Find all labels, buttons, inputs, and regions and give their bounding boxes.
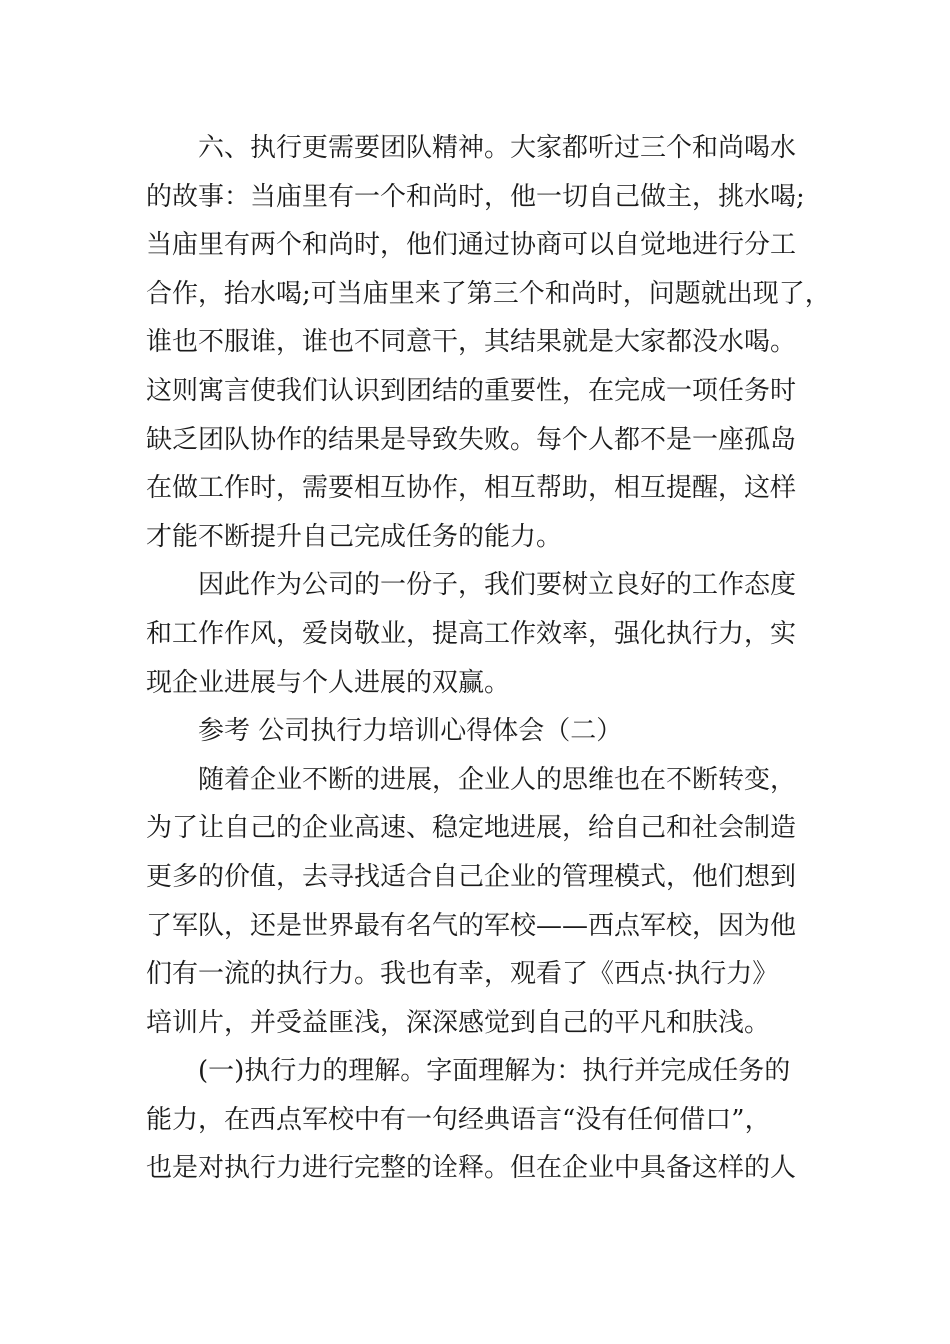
body-text	[146, 124, 831, 1193]
conclusion-line: 现企业进展与个人进展的双赢。	[146, 667, 511, 698]
paragraph-6-line: 合作，抬水喝;可当庙里来了第三个和尚时，问题就出现了，	[146, 278, 831, 309]
paragraph-6-line: 在做工作时，需要相互协作，相互帮助，相互提醒，这样	[146, 473, 797, 504]
point-1-line: 也是对执行力进行完整的诠释。但在企业中具备这样的人	[146, 1153, 797, 1184]
point-1-line: 能力，在西点军校中有一句经典语言“没有任何借口”，	[146, 1104, 771, 1135]
paragraph-6-line: 的故事：当庙里有一个和尚时，他一切自己做主，挑水喝;	[146, 181, 805, 212]
intro-paragraph-line: 们有一流的执行力。我也有幸，观看了《西点·执行力》	[146, 959, 779, 990]
intro-paragraph-line: 了军队，还是世界最有名气的军校——西点军校，因为他	[146, 910, 797, 941]
paragraph-6-line: 这则寓言使我们认识到团结的重要性，在完成一项任务时	[146, 375, 797, 406]
point-1-line: (一)执行力的理解。字面理解为：执行并完成任务的	[198, 1056, 791, 1087]
section-heading: 参考 公司执行力培训心得体会（二）	[198, 716, 623, 747]
paragraph-6-line: 才能不断提升自己完成任务的能力。	[146, 521, 563, 552]
intro-paragraph-line: 为了让自己的企业高速、稳定地进展，给自己和社会制造	[146, 813, 797, 844]
paragraph-6-line: 缺乏团队协作的结果是导致失败。每个人都不是一座孤岛	[146, 424, 797, 455]
intro-paragraph-line: 随着企业不断的进展，企业人的思维也在不断转变，	[198, 764, 797, 795]
paragraph-6-line: 当庙里有两个和尚时，他们通过协商可以自觉地进行分工	[146, 230, 797, 261]
paragraph-6-line: 谁也不服谁，谁也不同意干，其结果就是大家都没水喝。	[146, 327, 797, 358]
conclusion-line: 因此作为公司的一份子，我们要树立良好的工作态度	[198, 570, 797, 601]
paragraph-6-line: 六、执行更需要团队精神。大家都听过三个和尚喝水	[198, 133, 797, 163]
intro-paragraph-line: 更多的价值，去寻找适合自己企业的管理模式，他们想到	[146, 861, 797, 892]
intro-paragraph-line: 培训片，并受益匪浅，深深感觉到自己的平凡和肤浅。	[146, 1007, 771, 1038]
conclusion-line: 和工作作风，爱岗敬业，提高工作效率，强化执行力，实	[146, 618, 797, 649]
